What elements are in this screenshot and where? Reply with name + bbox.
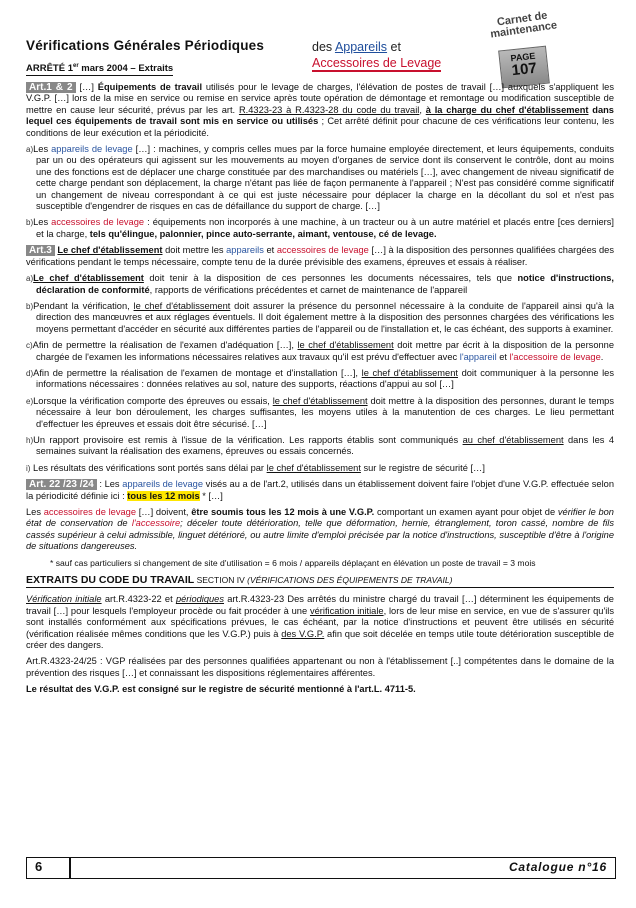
document-body — [26, 82, 614, 701]
code-paragraph-3: Le résultat des V.G.P. est consigné sur le registre de sécurité mentionné à l'art.L. 4711-5. — [26, 684, 416, 695]
arrete-subtitle: ARRÊTÉ 1er mars 2004 – Extraits — [26, 63, 174, 75]
highlight-12-mois: tous les 12 mois — [127, 490, 200, 501]
art3-item-e: e)Lorsque la vérification comporte des épreuves ou essais, le chef d'établissement doit mettre à la disposition des personnes, durant le temps nécessaire à leur bon déroulement, les charges suffisantes, les moyens utiles à la manutention de ces charges. Le lieu permettant d'effectuer les épreuves et essais doit être sécurisé. […] — [26, 395, 615, 429]
header-accessoires: Accessoires de Levage — [312, 56, 442, 70]
art3-item-c: c)Afin de permettre la réalisation de l'examen d'adéquation […], le chef d'établissement doit mettre par écrit à la disposition de la personne chargée de l'examen les informations nécessaires relatives aux travaux qu'il est prévu d'effectuer avec l'appareil et l'accessoire de levage. — [26, 340, 615, 362]
art3-item-b: b)Pendant la vérification, le chef d'établissement doit assurer la présence du personnel nécessaire à la conduite de l'appareil ainsi qu'à la direction des manœuvres et aux réglages éventuels. Il doit également mettre à la disposition des personnes chargées des vérifications les moyens permettant d'accéder en sécurité aux différentes parties de l'appareil ou de l'installation et, le cas échéant, des supports à examiner. — [26, 300, 614, 334]
appareils-link: Appareils — [334, 40, 388, 54]
footer-page-number: 6 — [35, 859, 43, 874]
art3-item-h: h)Un rapport provisoire est remis à l'issue de la vérification. Les rapports établis sont communiqués au chef d'établissement dans les 4 semaines suivant la réalisation des examens, épreuves ou essais concernés. — [26, 434, 614, 457]
art12-intro: Art.1 & 2 […] Équipements de travail utilisés pour le levage de charges, l'élévation de postes de travail […] auxquels s'appliquent les V.G.P. […] lors de la mise en service ou remise en service après toute opération de démontage et remontage ou modification susceptible de mettre en cause leur sécurité, prévus par les art. R.4323-23 à R.4323-28 du code du travail, à la charge du chef d'établissement dans lequel ces équipements de travail sont mis en service ou utilisés ; Cet arrêté définit pour chacune de ces vérifications leur contenu, les conditions de leur exécution et la périodicité. — [26, 82, 614, 138]
footer-catalogue: Catalogue n°16 — [508, 860, 607, 874]
page-label: PAGE — [510, 50, 536, 64]
page-title: Vérifications Générales Périodiques — [26, 38, 265, 53]
art22-accessoires: Les accessoires de levage […] doivent, être soumis tous les 12 mois à une V.G.P. comportant un examen ayant pour objet de vérifier le bon état de conservation de l'accessoire; déceler toute détérioration, telle que déformation, hernie, étranglement, toron cassé, nombre de fils cassés supérieur à celui admissible, linguet détérioré, ou autre limite d'emploi précisée par la notice d'instructions, susceptible d'être à l'origine de situations dangereuses. — [26, 507, 614, 552]
footer-divider — [69, 858, 71, 878]
code-paragraph-2: Art.R.4323-24/25 : VGP réalisées par des personnes qualifiées appartenant ou non à l'établissement [..] compétentes dans le domaine de la prévention des risques […] et connaissant les dispositions réglementaires afférentes. — [26, 656, 614, 678]
art3-item-i: i) Les résultats des vérifications sont portés sans délai par le chef d'établissement sur le registre de sécurité […] — [26, 462, 485, 473]
code-section-heading: EXTRAITS DU CODE DU TRAVAIL SECTION IV (VÉRIFICATIONS DES ÉQUIPEMENTS DE TRAVAIL) — [26, 575, 614, 588]
page-footer — [26, 857, 616, 879]
page-number: 107 — [510, 59, 538, 80]
art3-intro: Art.3 Le chef d'établissement doit mettre les appareils et accessoires de levage […] à la disposition des personnes qualifiées chargées des vérifications pendant le temps nécessaire, compte tenu de la durée prévisible des examens, épreuves et essais à réaliser. — [26, 245, 614, 267]
article-tag: Art.1 & 2 — [26, 82, 76, 93]
article-tag: Art.3 — [26, 245, 55, 256]
art22-intro: Art. 22 /23 /24 : Les appareils de levage visés au a de l'art.2, utilisés dans un établissement doivent faire l'objet d'une V.G.P. effectuée selon la périodicité définie ici : tous les 12 mois * […] — [26, 479, 615, 501]
art3-item-a: a)Le chef d'établissement doit tenir à la disposition de ces personnes les documents nécessaires, tels que notice d'instructions, déclaration de conformité, rapports de vérifications précédentes et carnet de maintenance de l'appareil — [26, 273, 614, 295]
art12-item-b: b)Les accessoires de levage : équipements non incorporés à une machine, à un tracteur ou à un autre matériel et placés entre [ces derniers] et la charge, tels qu'élingue, palonnier, pince auto-serrante, aimant, ventouse, cé de levage. — [26, 217, 614, 239]
footnote: * sauf cas particuliers si changement de site d'utilisation = 6 mois / appareils déplaçant en élévation un poste de travail = 3 mois — [50, 557, 536, 568]
art3-item-d: d)Afin de permettre la réalisation de l'examen de montage et d'installation […], le chef d'établissement doit communiquer à la personne les informations nécessaires : données relatives au sol, nature des supports, réactions d'appui au sol […] — [26, 367, 615, 390]
carnet-label: Carnet de maintenance — [489, 9, 558, 41]
article-tag: Art. 22 /23 /24 — [26, 479, 97, 490]
art12-item-a: a)Les appareils de levage […] : machines, y compris celles mues par la force humaine employée directement, et leurs équipements, conduits par un ou des opérateurs qui agissent sur les mouvements au moyen d'organes de service dont ils conservent le contrôle, dont au moins une des fonctions est de déplacer une charge constituée par des marchandises ou matériels […], avec changement de niveau significatif de cette charge pendant son déplacement, la charge n'étant pas liée de façon permanente à l'appareil ; N'est pas considéré comme significatif un changement de niveau correspondant à ce qui est juste nécessaire pour déplacer la charge en la décollant du sol et n'est pas susceptible d'engendrer de risques en cas de défaillance du support de charge. […] — [26, 144, 614, 212]
carnet-badge — [478, 9, 568, 84]
header-appareils: des Appareils et — [312, 40, 401, 54]
code-paragraph-1: Vérification initiale art.R.4323-22 et périodiques art.R.4323-23 Des arrêtés du ministre chargé du travail […] déterminent les équipements de travail […] pour lesquels l'employeur procède ou fait procéder à une vérification initiale, lors de leur mise en service, en vue de s'assurer qu'ils sont installés conformément aux spécifications prévues, le cas échéant, par la notice d'instructions et peuvent être utilisés en sécurité (vérification réalisée mêmes conditions que les V.G.P.) puis à des V.G.P. afin que soit décelée en temps utile toute détérioration susceptible de créer des dangers. — [26, 594, 615, 651]
